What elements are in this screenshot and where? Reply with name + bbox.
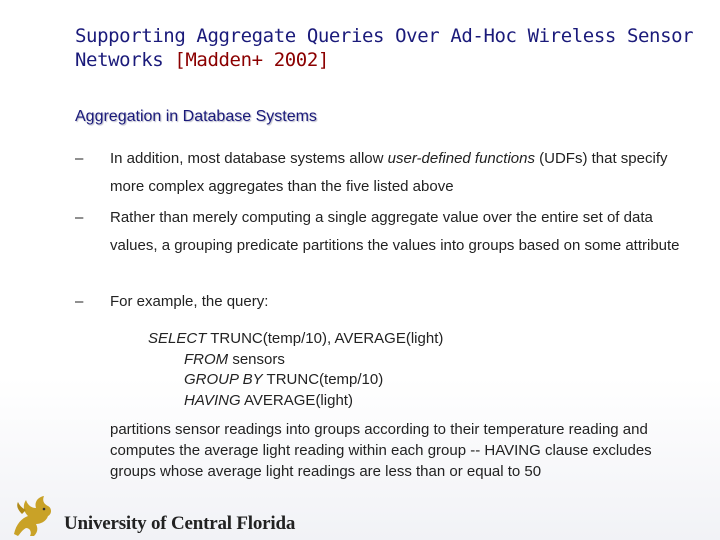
- bullet-text-part: In addition, most database systems allow: [110, 150, 388, 167]
- title-citation: [Madden+ 2002]: [174, 49, 329, 71]
- bullet-text: [110, 145, 695, 201]
- bullet-dash: –: [75, 293, 84, 310]
- sql-clause: AVERAGE(light): [240, 391, 353, 409]
- sql-clause: TRUNC(temp/10): [262, 371, 384, 388]
- bullet-text: For example, the query:: [110, 293, 269, 310]
- sql-keyword: GROUP BY: [184, 371, 263, 388]
- bullet-dash: –: [75, 209, 84, 226]
- sql-keyword: FROM: [184, 350, 229, 368]
- sql-line: [148, 350, 443, 371]
- sql-keyword: SELECT: [148, 330, 207, 347]
- sql-clause: sensors: [228, 350, 285, 368]
- sql-query: [148, 329, 443, 411]
- sql-clause: TRUNC(temp/10), AVERAGE(light): [206, 330, 444, 347]
- pegasus-icon: [8, 494, 54, 538]
- slide-title: [75, 24, 695, 72]
- sql-line: [148, 370, 443, 391]
- section-heading: Aggregation in Database Systems: [75, 108, 317, 125]
- sql-keyword: HAVING: [184, 391, 241, 409]
- ucf-logo: [8, 494, 318, 540]
- sql-line: [148, 329, 443, 350]
- title-main: Supporting Aggregate Queries Over Ad-Hoc Wireless Sensor Networks: [75, 25, 694, 71]
- bullet-text-italic: user-defined functions: [387, 150, 535, 167]
- university-name: University of Central Florida: [64, 513, 296, 534]
- bullet-dash: –: [75, 150, 84, 167]
- sql-line: [148, 391, 443, 412]
- bullet-text-part: (UDFs) that specify more complex aggregates than the five listed above: [110, 150, 668, 195]
- query-explanation: partitions sensor readings into groups according to their temperature reading and computes the average light reading within each group -- HAVING clause excludes groups whose average light readings are less than or equal to 50: [110, 421, 652, 480]
- bullet-text: Rather than merely computing a single aggregate value over the entire set of data values, a grouping predicate partitions the values into groups based on some attribute: [110, 209, 680, 254]
